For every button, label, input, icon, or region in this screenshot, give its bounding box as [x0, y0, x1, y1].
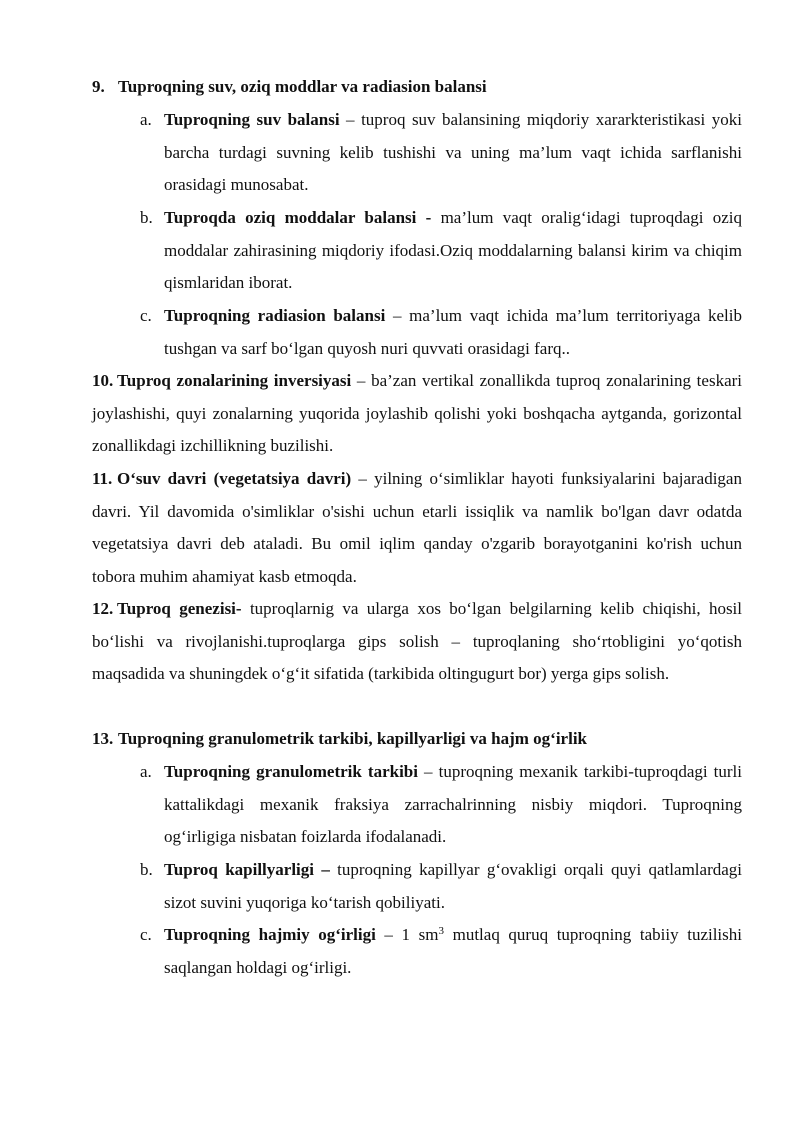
separator: –	[375, 925, 402, 944]
item-letter: c.	[140, 925, 152, 944]
definition-item	[164, 202, 742, 300]
term: O‘suv davri (vegetatsiya davri)	[117, 469, 352, 488]
definition-item	[164, 104, 742, 202]
definition-text: ma’lum vaqt oralig‘idagi tuproqdagi oziq moddalar zahirasining miqdoriy ifodasi.Oziq moddalarning balansi kirim va chiqim qismlaridan iborat.	[164, 208, 742, 292]
term: Tuproqning granulometrik tarkibi	[164, 762, 418, 781]
definition-text: 1 sm	[401, 925, 439, 944]
section-number: 9.	[92, 77, 105, 96]
separator: –	[417, 762, 439, 781]
definition-item	[164, 854, 742, 919]
separator: –	[351, 371, 372, 390]
term: Tuproq genezisi-	[117, 599, 242, 618]
term: Tuproq zonalarining inversiyasi	[117, 371, 352, 390]
section-number: 10.	[92, 371, 114, 390]
separator: –	[351, 469, 375, 488]
term: Tuproqning suv balansi	[164, 110, 340, 129]
section-number: 11.	[92, 469, 113, 488]
term: Tuproq kapillyarligi –	[164, 860, 330, 879]
separator: –	[339, 110, 362, 129]
definition-text: ba’zan vertikal zonallikda tuproq zonalarining teskari joylashishi, quyi zonalarning yuqorida joylashib qolishi yoki boshqacha aytganda, gorizontal zonallikdagi izchillikning buzilishi.	[92, 371, 742, 455]
definition-text: tuproqning kapillyar g‘ovakligi orqali quyi qatlamlardagi sizot suvini yuqoriga ko‘tarish qobiliyati.	[164, 860, 742, 912]
definition-item	[92, 365, 742, 463]
definition-text: tuproqning mexanik tarkibi-tuproqdagi turli kattalikdagi mexanik fraksiya zarrachalrinning nisbiy miqdori. Tuproqning og‘irligiga nisbatan foizlarda ifodalanadi.	[164, 762, 742, 846]
term: Tuproqning hajmiy og‘irligi	[164, 925, 376, 944]
definition-text: yilning o‘simliklar hayoti funksiyalarini bajaradigan davri. Yil davomida o'simliklar o'sishi uchun etarli issiqlik va namlik bo'lgan davr odatda vegetatsiya davri deb ataladi. Bu omil iqlim qanday o'zgarib borayotganini ko'rish uchun tobora muhim ahamiyat kasb etmoqda.	[92, 469, 742, 586]
definition-item	[92, 593, 742, 691]
section-title: Tuproqning granulometrik tarkibi, kapillyarligi va hajm og‘irlik	[118, 729, 587, 748]
superscript: 3	[438, 925, 444, 937]
definition-text: mutlaq quruq tuproqning tabiiy tuzilishi saqlangan holdagi og‘irligi.	[164, 925, 742, 977]
term: Tuproqda oziq moddalar balansi -	[164, 208, 432, 227]
item-letter: c.	[140, 306, 152, 325]
section-number: 12.	[92, 599, 114, 618]
item-letter: b.	[140, 860, 153, 879]
section-title: Tuproqning suv, oziq moddlar va radiasion balansi	[118, 77, 487, 96]
definition-text: tuproqlarnig va ularga xos bo‘lgan belgilarning kelib chiqishi, hosil bo‘lishi va rivojlanishi.tuproqlarga gips solish – tuproqlaning sho‘rtobligini yo‘qotish maqsadida va shuningdek o‘g‘it sifatida (tarkibida oltingugurt bor) yerga gips solish.	[92, 599, 743, 683]
definition-item	[92, 463, 742, 593]
definition-item	[164, 919, 742, 984]
term: Tuproqning radiasion balansi	[164, 306, 386, 325]
section-number: 13.	[92, 729, 114, 748]
definition-item	[164, 300, 742, 365]
item-letter: a.	[140, 110, 152, 129]
separator	[431, 208, 440, 227]
separator	[242, 599, 250, 618]
definition-text: ma’lum vaqt ichida ma’lum territoriyaga kelib tushgan va sarf bo‘lgan quyosh nuri quvvati orasidagi farq..	[164, 306, 743, 358]
separator: –	[385, 306, 410, 325]
definition-item	[164, 756, 742, 854]
definition-text: tuproq suv balansining miqdoriy xararkteristikasi yoki barcha turdagi suvning kelib tushishi va uning ma’lum vaqt ichida sarflanishi orasidagi munosabat.	[164, 110, 742, 194]
item-letter: a.	[140, 762, 152, 781]
item-letter: b.	[140, 208, 153, 227]
